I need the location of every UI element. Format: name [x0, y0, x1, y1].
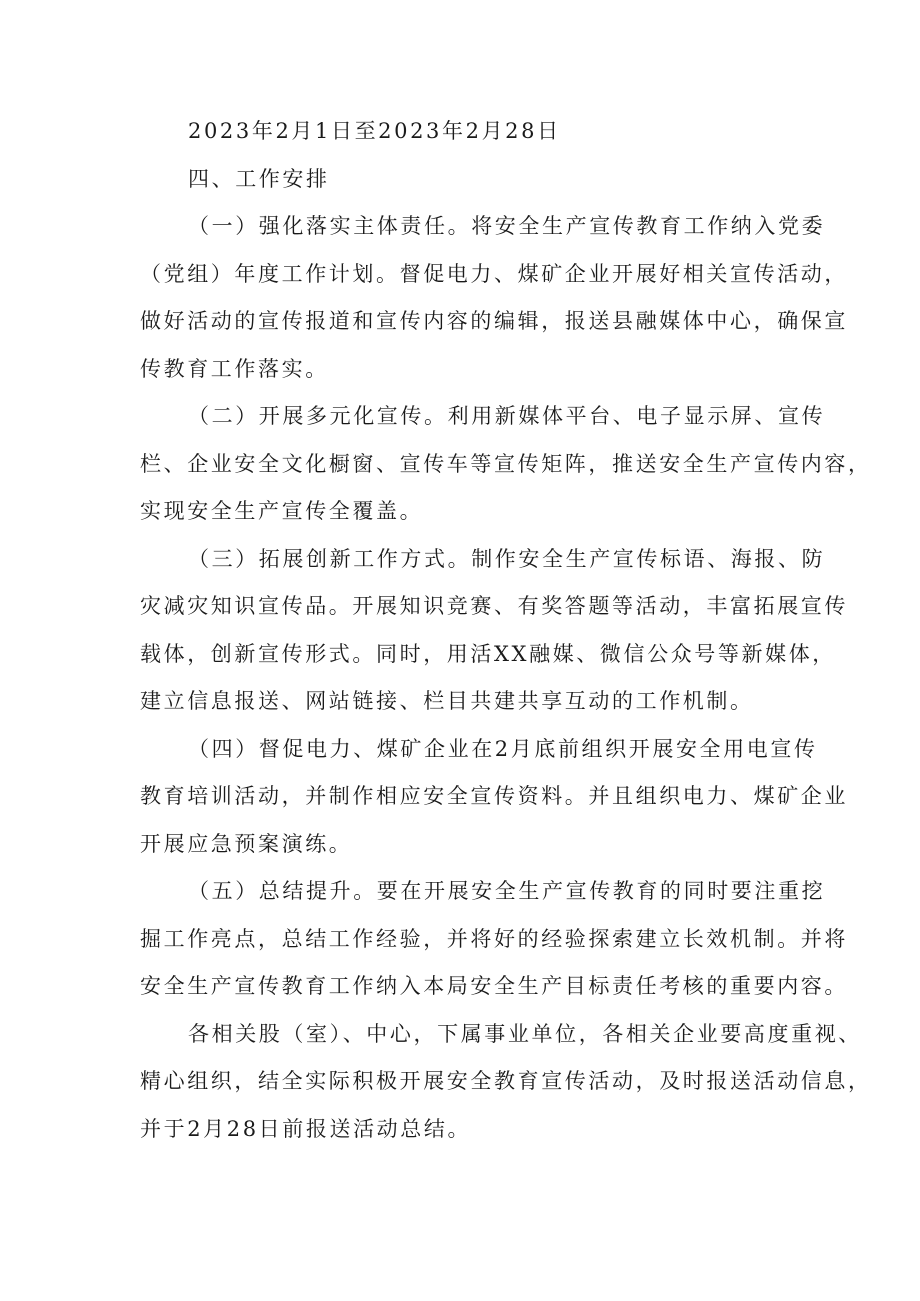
item-2-line-3: 实现安全生产宣传全覆盖。: [140, 499, 424, 523]
section-heading: 四、工作安排: [188, 166, 330, 191]
item-3-line-3: 载体，创新宣传形式。同时，用活XX融媒、微信公众号等新媒体，: [140, 641, 836, 666]
item-4-line-3: 开展应急预案演练。: [140, 831, 353, 856]
closing-line-3: 并于2月28日前报送活动总结。: [140, 1116, 472, 1141]
item-1-line-4: 传教育工作落实。: [140, 356, 329, 381]
item-5-line-2: 掘工作亮点，总结工作经验，并将好的经验探索建立长效机制。并将: [140, 926, 848, 951]
closing-line-2: 精心组织，结全实际积极开展安全教育宣传活动，及时报送活动信息，: [140, 1069, 872, 1093]
item-3-line-1: （三）拓展创新工作方式。制作安全生产宣传标语、海报、防: [188, 546, 826, 571]
item-5-line-1: （五）总结提升。要在开展安全生产宣传教育的同时要注重挖: [188, 879, 826, 903]
item-5-line-3: 安全生产宣传教育工作纳入本局安全生产目标责任考核的重要内容。: [140, 974, 848, 998]
item-4-line-2: 教育培训活动，并制作相应安全宣传资料。并且组织电力、煤矿企业: [140, 784, 848, 808]
document-page: [140, 108, 872, 1153]
item-2-line-1: （二）开展多元化宣传。利用新媒体平台、电子显示屏、宣传: [188, 404, 826, 428]
closing-line-1: 各相关股（室）、中心，下属事业单位，各相关企业要高度重视、: [188, 1021, 862, 1046]
item-2-line-2: 栏、企业安全文化橱窗、宣传车等宣传矩阵，推送安全生产宣传内容，: [140, 451, 872, 476]
item-3-line-2: 灾减灾知识宣传品。开展知识竞赛、有奖答题等活动，丰富拓展宣传: [140, 594, 848, 618]
item-4-line-1: （四）督促电力、煤矿企业在2月底前组织开展安全用电宣传: [188, 736, 818, 761]
item-1-line-3: 做好活动的宣传报道和宣传内容的编辑，报送县融媒体中心，确保宣: [140, 309, 848, 333]
item-3-line-4: 建立信息报送、网站链接、栏目共建共享互动的工作机制。: [140, 689, 754, 713]
item-1-line-2: （党组）年度工作计划。督促电力、煤矿企业开展好相关宣传活动，: [140, 261, 848, 286]
date-range-line: 2023年2月1日至2023年2月28日: [188, 119, 561, 143]
item-1-line-1: （一）强化落实主体责任。将安全生产宣传教育工作纳入党委: [188, 214, 826, 238]
